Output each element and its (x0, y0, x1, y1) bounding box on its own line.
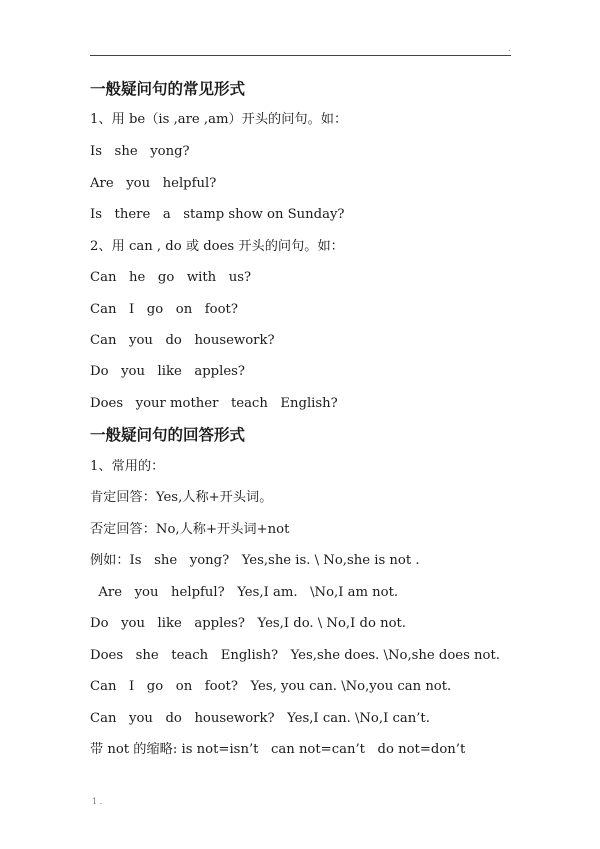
text-line: Do you like apples? (90, 364, 245, 379)
section-heading-answers: 一般疑问句的回答形式 (90, 426, 246, 444)
text-line: Do you like apples? Yes,I do. \ No,I do not. (90, 616, 406, 631)
text-line: Does your mother teach English? (90, 396, 338, 411)
text-line: 2、用 can , do 或 does 开头的问句。如： (90, 239, 344, 254)
text-line: 例如：Is she yong? Yes,she is. \ No,she is not . (90, 553, 420, 568)
text-line: Can I go on foot? Yes, you can. \No,you can not. (90, 679, 452, 694)
corner-mark: . (508, 44, 511, 53)
text-line: Are you helpful? Yes,I am. \No,I am not. (90, 585, 399, 600)
text-line: Can he go with us? (90, 270, 252, 285)
text-line: Are you helpful? (90, 176, 217, 191)
text-line: 肯定回答：Yes,人称+开头词。 (90, 490, 273, 505)
text-line: 否定回答：No,人称+开头词+not (90, 522, 290, 537)
section-heading-forms: 一般疑问句的常见形式 (90, 80, 246, 98)
text-line: Does she teach English? Yes,she does. \No,she does not. (90, 648, 500, 663)
text-line: Can you do housework? Yes,I can. \No,I can’t. (90, 711, 430, 726)
text-line: 1、用 be（is ,are ,am）开头的问句。如： (90, 112, 348, 127)
text-line: 带 not 的缩略: is not=isn’t can not=can’t do not=don’t (90, 742, 466, 757)
text-line: Can I go on foot? (90, 302, 238, 317)
text-line: Can you do housework? (90, 333, 275, 348)
text-line: 1、常用的： (90, 459, 165, 474)
page-number: 1 . (92, 797, 103, 806)
text-line: Is she yong? (90, 144, 190, 159)
text-line: Is there a stamp show on Sunday? (90, 207, 345, 222)
header-rule (90, 55, 511, 56)
